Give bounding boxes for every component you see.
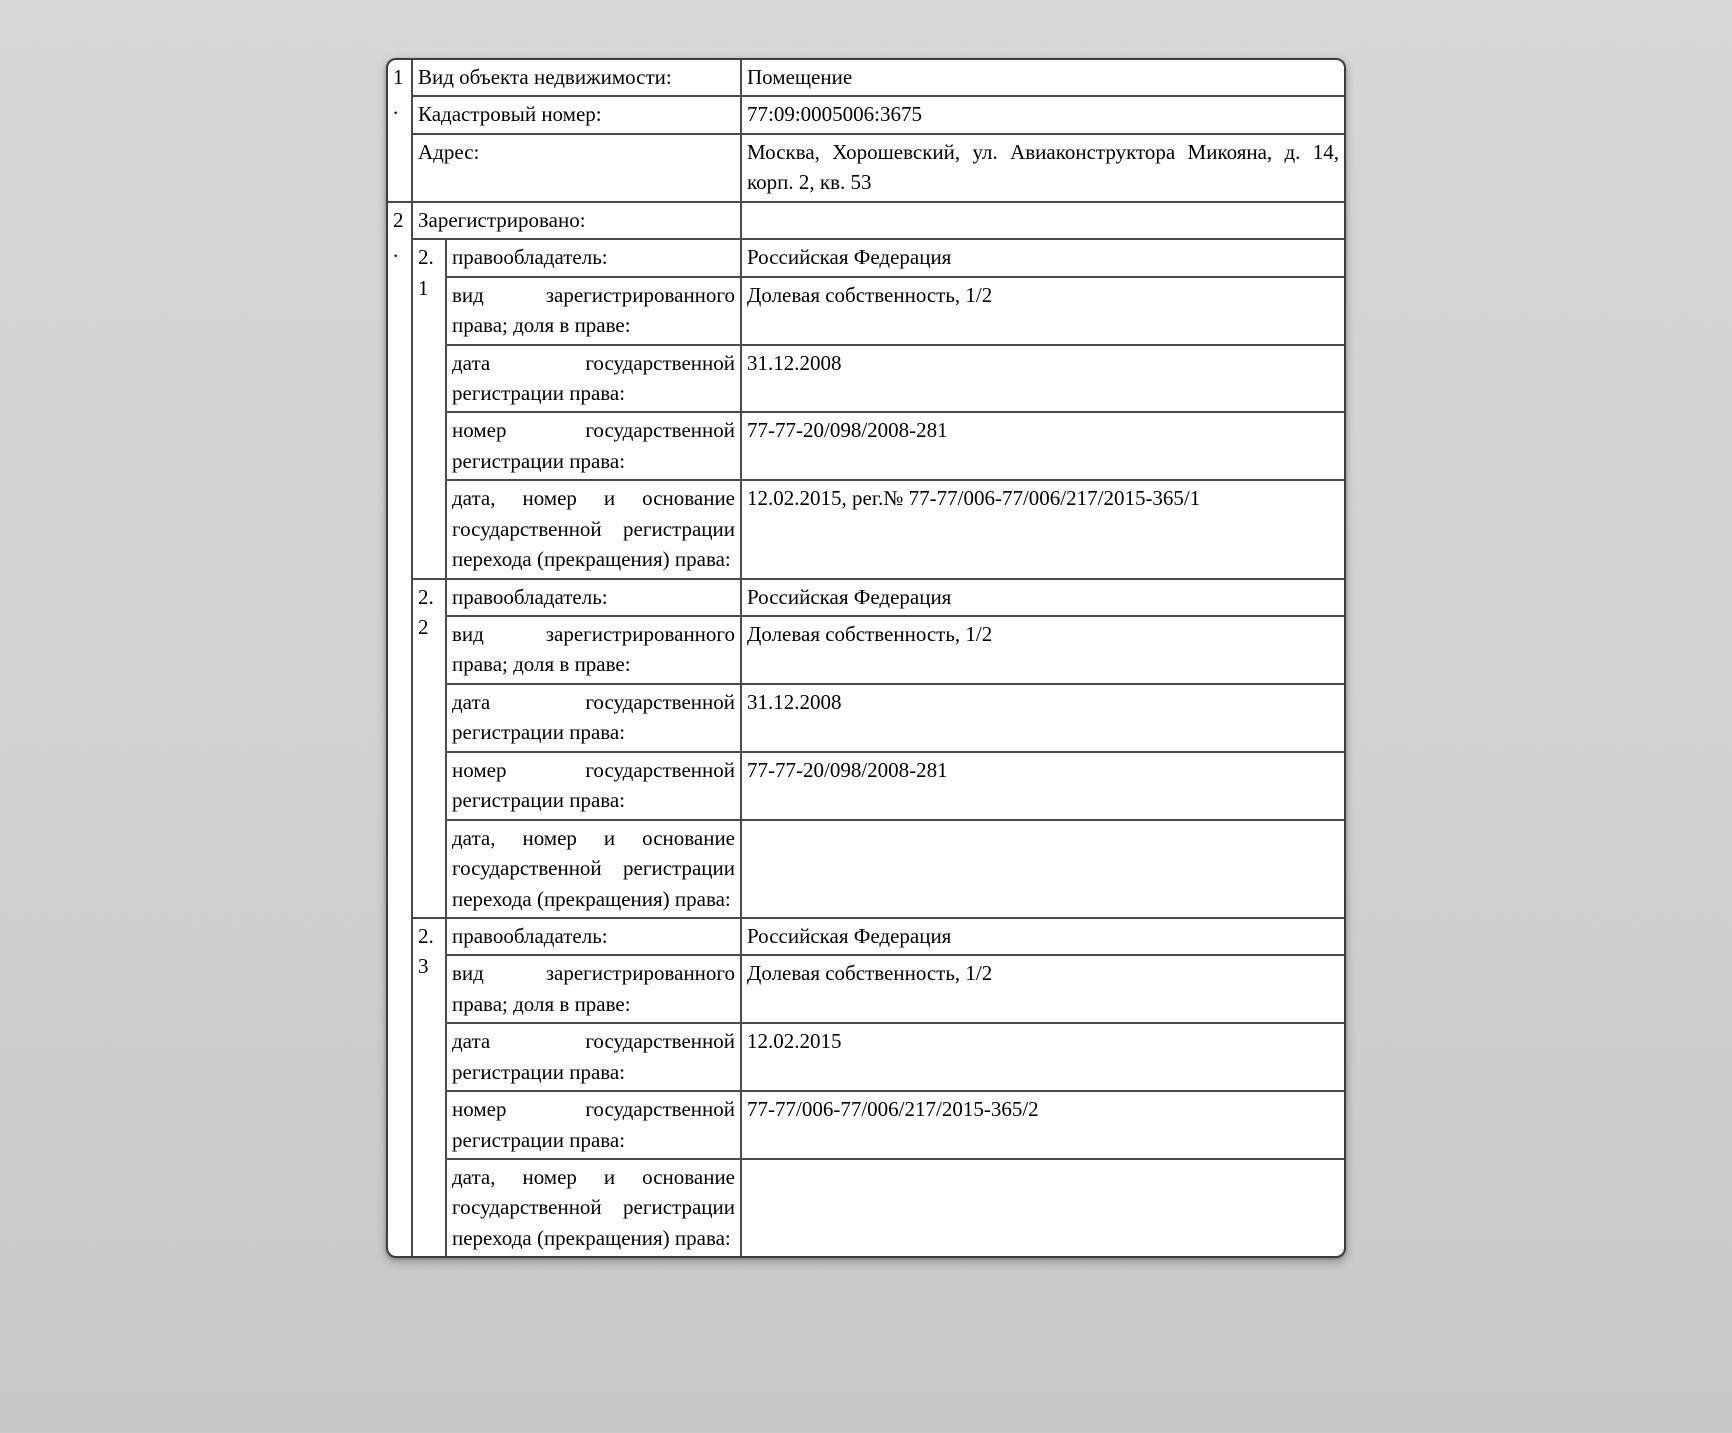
field-label: дата государственной регистрации права: <box>446 1023 741 1091</box>
table-row <box>388 579 1344 616</box>
field-label: дата, номер и основание государственной регистрации перехода (прекращения) права: <box>446 480 741 578</box>
field-label: Адрес: <box>412 134 741 202</box>
table-row <box>388 752 1344 820</box>
field-label: правообладатель: <box>446 918 741 955</box>
field-label: вид зарегистрированного права; доля в праве: <box>446 616 741 684</box>
subsection-number: 2.1 <box>412 239 446 578</box>
table-row <box>388 1023 1344 1091</box>
field-value: 12.02.2015 <box>741 1023 1344 1091</box>
field-label: номер государственной регистрации права: <box>446 412 741 480</box>
field-label: правообладатель: <box>446 239 741 276</box>
page-background <box>0 58 1732 1433</box>
section-number: 1. <box>388 60 412 202</box>
table-row <box>388 480 1344 578</box>
registry-extract-table <box>388 60 1344 1256</box>
table-row <box>388 277 1344 345</box>
field-label: дата государственной регистрации права: <box>446 684 741 752</box>
field-value: 77:09:0005006:3675 <box>741 96 1344 133</box>
field-value: 77-77/006-77/006/217/2015-365/2 <box>741 1091 1344 1159</box>
field-value <box>741 1159 1344 1256</box>
field-label: Вид объекта недвижимости: <box>412 60 741 96</box>
field-value: Помещение <box>741 60 1344 96</box>
subsection-number: 2.3 <box>412 918 446 1256</box>
field-value: 31.12.2008 <box>741 684 1344 752</box>
field-label: номер государственной регистрации права: <box>446 752 741 820</box>
field-value: 31.12.2008 <box>741 345 1344 413</box>
table-row <box>388 918 1344 955</box>
field-value: 77-77-20/098/2008-281 <box>741 412 1344 480</box>
field-label: вид зарегистрированного права; доля в праве: <box>446 955 741 1023</box>
field-label: дата государственной регистрации права: <box>446 345 741 413</box>
field-value <box>741 820 1344 918</box>
table-row <box>388 955 1344 1023</box>
document-page <box>386 58 1346 1258</box>
field-value <box>741 202 1344 239</box>
subsection-number: 2.2 <box>412 579 446 918</box>
field-label: Кадастровый номер: <box>412 96 741 133</box>
field-value: Долевая собственность, 1/2 <box>741 277 1344 345</box>
field-label: дата, номер и основание государственной регистрации перехода (прекращения) права: <box>446 820 741 918</box>
table-row <box>388 616 1344 684</box>
section-number: 2. <box>388 202 412 1257</box>
field-label: дата, номер и основание государственной регистрации перехода (прекращения) права: <box>446 1159 741 1256</box>
field-label: номер государственной регистрации права: <box>446 1091 741 1159</box>
table-row <box>388 202 1344 239</box>
table-row <box>388 412 1344 480</box>
field-value: Москва, Хорошевский, ул. Авиаконструктора Микояна, д. 14, корп. 2, кв. 53 <box>741 134 1344 202</box>
field-value: Российская Федерация <box>741 239 1344 276</box>
field-value: Долевая собственность, 1/2 <box>741 616 1344 684</box>
field-value: Российская Федерация <box>741 579 1344 616</box>
table-row <box>388 1159 1344 1256</box>
table-row <box>388 96 1344 133</box>
table-row <box>388 239 1344 276</box>
table-row <box>388 820 1344 918</box>
field-value: 77-77-20/098/2008-281 <box>741 752 1344 820</box>
table-row <box>388 1091 1344 1159</box>
field-label: Зарегистрировано: <box>412 202 741 239</box>
table-row <box>388 134 1344 202</box>
table-row <box>388 345 1344 413</box>
field-label: правообладатель: <box>446 579 741 616</box>
table-row <box>388 684 1344 752</box>
field-value: Долевая собственность, 1/2 <box>741 955 1344 1023</box>
field-value: 12.02.2015, рег.№ 77-77/006-77/006/217/2015-365/1 <box>741 480 1344 578</box>
field-label: вид зарегистрированного права; доля в праве: <box>446 277 741 345</box>
field-value: Российская Федерация <box>741 918 1344 955</box>
table-row <box>388 60 1344 96</box>
